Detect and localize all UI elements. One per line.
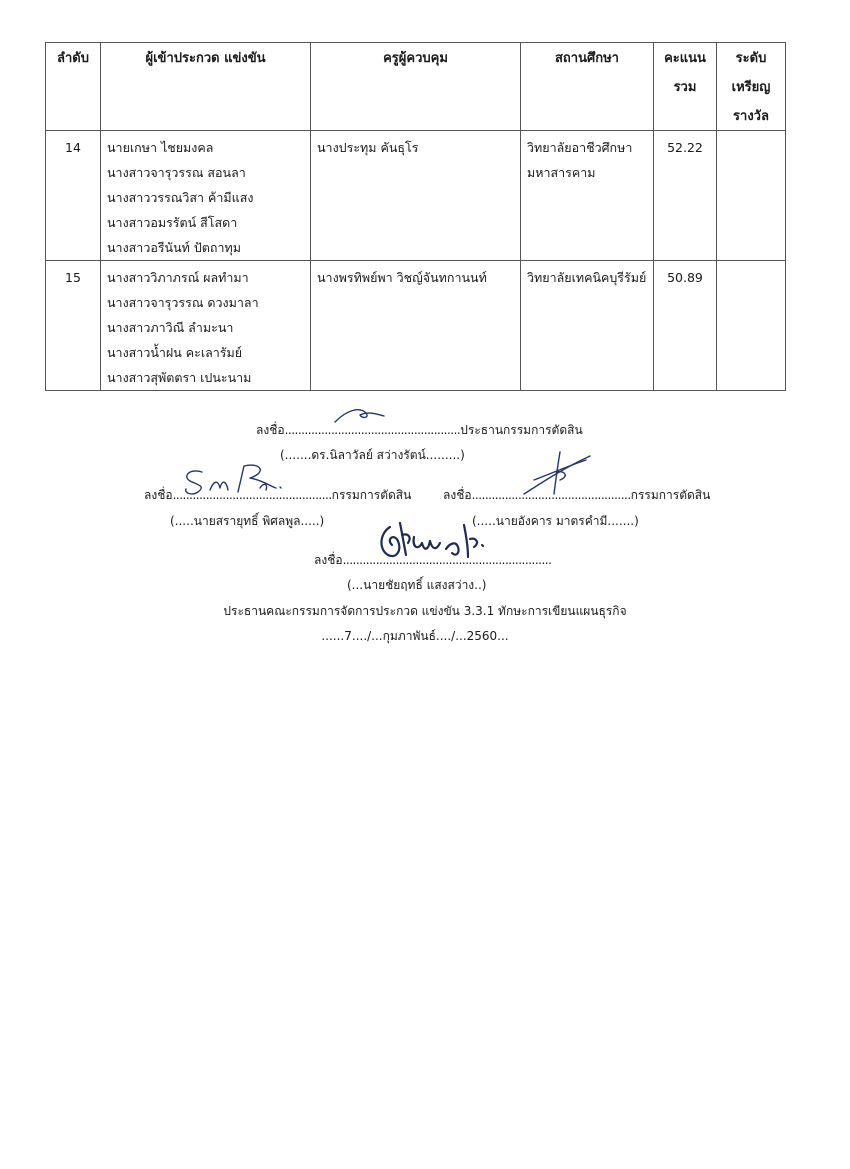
contestant-name: นางสาวจารุวรรณ ดวงมาลา (107, 295, 259, 310)
chair-name: (.......ดร.นิลาวัลย์ สว่างรัตน์.........) (280, 448, 465, 462)
header-level: ระดับ เหรียญ รางวัล (717, 43, 786, 131)
cell-no: 15 (46, 261, 101, 391)
cell-school: วิทยาลัยอาชีวศึกษา มหาสารคาม (521, 131, 654, 261)
contestant-name: นางสาวภาวิณี ลำมะนา (107, 320, 234, 335)
judge-right-role: กรรมการตัดสิน (630, 488, 711, 502)
contestant-name: นางสาวอรีนันท์ ปัตถาทุม (107, 240, 241, 255)
cell-teacher: นางประทุม คันธุโร (311, 131, 521, 261)
table-header-row (46, 43, 786, 131)
judge-right-signature-line: ลงชื่อ................................................กรรมการตัดสิน (443, 488, 711, 502)
committee-chair-signature-line: ลงชื่อ............................................................... (314, 553, 552, 567)
cell-score: 52.22 (654, 131, 717, 261)
judge-left-name: (.....นายสรายุทธิ์ พิศลพูล.....) (170, 514, 325, 528)
contestant-name: นางสาววิภาภรณ์ ผลทำมา (107, 270, 249, 285)
cell-school: วิทยาลัยเทคนิคบุรีรัมย์ (521, 261, 654, 391)
header-teacher: ครูผู้ควบคุม (311, 43, 521, 131)
results-table (45, 42, 786, 391)
judge-left-signature-line: ลงชื่อ................................................กรรมการตัดสิน (144, 488, 412, 502)
signature-date: ......7..../...กุมภาพันธ์..../...2560... (321, 629, 509, 643)
contestant-name: นางสาวน้ำฝน คะเลารัมย์ (107, 345, 243, 360)
table-row (46, 261, 786, 391)
cell-teacher: นางพรทิพย์พา วิชญ์จันทกานนท์ (311, 261, 521, 391)
cell-level (717, 261, 786, 391)
chair-role: ประธานกรรมการตัดสิน (460, 423, 583, 437)
cell-level (717, 131, 786, 261)
header-school: สถานศึกษา (521, 43, 654, 131)
cell-score: 50.89 (654, 261, 717, 391)
judge-left-signature-image (180, 462, 290, 496)
judge-right-signature-image (520, 450, 600, 498)
cell-contestants (101, 131, 311, 261)
judge-left-role: กรรมการตัดสิน (331, 488, 412, 502)
header-no: ลำดับ (46, 43, 101, 131)
committee-chair-signature-image (372, 515, 492, 563)
contestant-name: นายเกษา ไชยมงคล (107, 140, 214, 155)
contestant-name: นางสาวจารุวรรณ สอนลา (107, 165, 246, 180)
chair-signature-line: ลงชื่อ.....................................................ประธานกรรมการตัดสิน (256, 423, 583, 437)
contestant-name: นางสาวอมรรัตน์ สีโสดา (107, 215, 238, 230)
contestant-name: นางสาววรรณวิสา ค้ามีแสง (107, 190, 254, 205)
header-contestants: ผู้เข้าประกวด แข่งขัน (101, 43, 311, 131)
judge-right-name: (.....นายอังคาร มาตรคำมี.......) (472, 514, 639, 528)
cell-contestants (101, 261, 311, 391)
header-score: คะแนน รวม (654, 43, 717, 131)
cell-no: 14 (46, 131, 101, 261)
contestant-name: นางสาวสุพัตตรา เปนะนาม (107, 370, 252, 385)
committee-chair-title: ประธานคณะกรรมการจัดการประกวด แข่งขัน 3.3.1 ทักษะการเขียนแผนธุรกิจ (223, 604, 627, 618)
committee-chair-name: (...นายชัยฤทธิ์ แสงสว่าง..) (347, 578, 487, 592)
table-row (46, 131, 786, 261)
chair-signature-image (330, 405, 390, 427)
